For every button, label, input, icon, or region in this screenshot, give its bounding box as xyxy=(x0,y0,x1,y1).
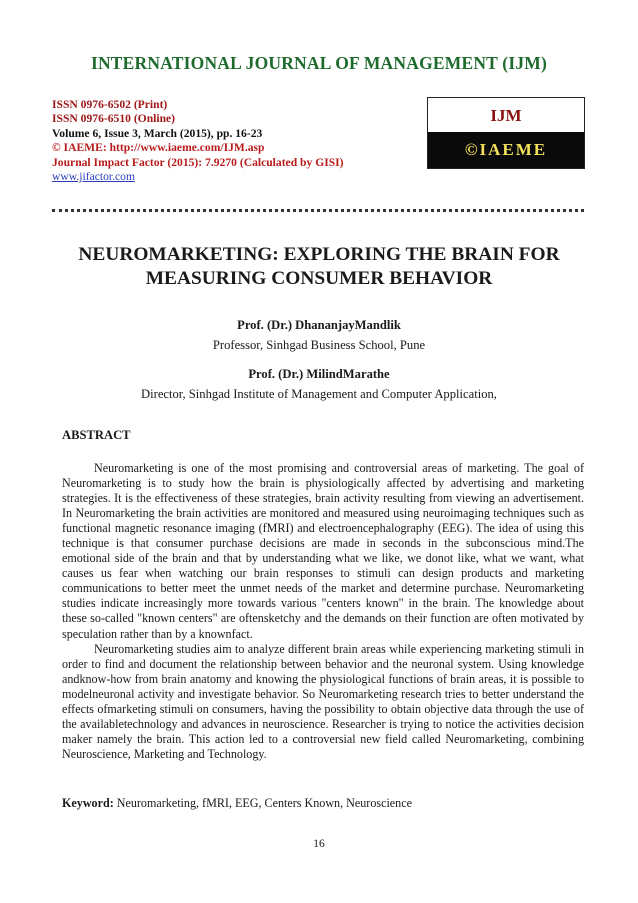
author1-affiliation: Professor, Sinhgad Business School, Pune xyxy=(212,338,426,352)
author1-name: Prof. (Dr.) DhananjayMandlik xyxy=(237,318,401,332)
issn-block xyxy=(52,98,432,184)
volume-issue: Volume 6, Issue 3, March (2015), pp. 16-23 xyxy=(52,126,263,140)
keywords-text: Neuromarketing, fMRI, EEG, Centers Known, Neuroscience xyxy=(113,796,412,810)
issn-print: ISSN 0976-6502 (Print) xyxy=(52,98,168,111)
logo-top-text: IJM xyxy=(428,98,584,132)
journal-title: INTERNATIONAL JOURNAL OF MANAGEMENT (IJM) xyxy=(90,53,548,73)
page-number: 16 xyxy=(313,838,325,850)
logo-bottom-text: ©IAEME xyxy=(428,132,584,168)
paper-title-line1: NEUROMARKETING: EXPLORING THE BRAIN FOR xyxy=(78,244,560,265)
author2-affiliation: Director, Sinhgad Institute of Management and Computer Application, xyxy=(141,387,497,401)
paper-title-line2: MEASURING CONSUMER BEHAVIOR xyxy=(145,268,493,289)
paper-title xyxy=(52,243,586,291)
abstract-heading: ABSTRACT xyxy=(62,428,131,442)
website-link[interactable]: www.jifactor.com xyxy=(52,170,135,184)
abstract-paragraph-2: Neuromarketing studies aim to analyze different brain areas while experiencing marketing stimuli in order to find and document the relationship between behavior and the neuronal system. Using knowledge andknow-how from brain anatomy and knowing the physiological functions of brain areas, it is possible to modelneuronal activity and investigate behavior. So Neuromarketing research tries to better understand the effects ofmarketing stimuli on consumers, having the possibility to obtain objective data through the use of the availabletechnology and advances in neuroscience. Researcher is trying to notice the activities decision maker namely the brain. This action led to a controversial new field called Neuromarketing, combining Neuroscience, Marketing and Technology. xyxy=(62,641,584,761)
dotted-divider xyxy=(52,209,584,212)
keywords-label: Keyword: xyxy=(62,796,114,810)
impact-factor: Journal Impact Factor (2015): 7.9270 (Calculated by GISI) xyxy=(52,155,344,169)
abstract-body xyxy=(62,461,584,762)
abstract-paragraph-1: Neuromarketing is one of the most promising and controversial areas of marketing. The goal of Neuromarketing is to study how the brain is physiologically affected by advertising and marketing strategies. It is the effectiveness of these strategies, brain activity resulting from viewing an advertisement. In Neuromarketing the brain activities are monitored and measured using neuroimaging techniques such as functional magnetic resonance imaging (fMRI) and electroencephalography (EEG). The idea of using this technique is that consumer purchase decisions are made in seconds in the subconscious mind.The emotional side of the brain and that by understanding what we like, we donot like, what we want, what causes us fear when watching our brain responses to stimuli can design products and marketing communications to better meet the unmet needs of the market and determine purchase. Neuromarketing studies indicate increasingly more towards various "centers known" in the brain. The knowledge about these so-called "known centers" are oftensketchy and the demands on their function are often motivated by speculation rather than by a knownfact. xyxy=(62,461,584,641)
journal-logo xyxy=(427,97,585,169)
keywords xyxy=(62,796,584,811)
iaeme-line: © IAEME: http://www.iaeme.com/IJM.asp xyxy=(52,141,265,155)
author2-name: Prof. (Dr.) MilindMarathe xyxy=(248,367,390,381)
issn-online: ISSN 0976-6510 (Online) xyxy=(52,112,176,126)
